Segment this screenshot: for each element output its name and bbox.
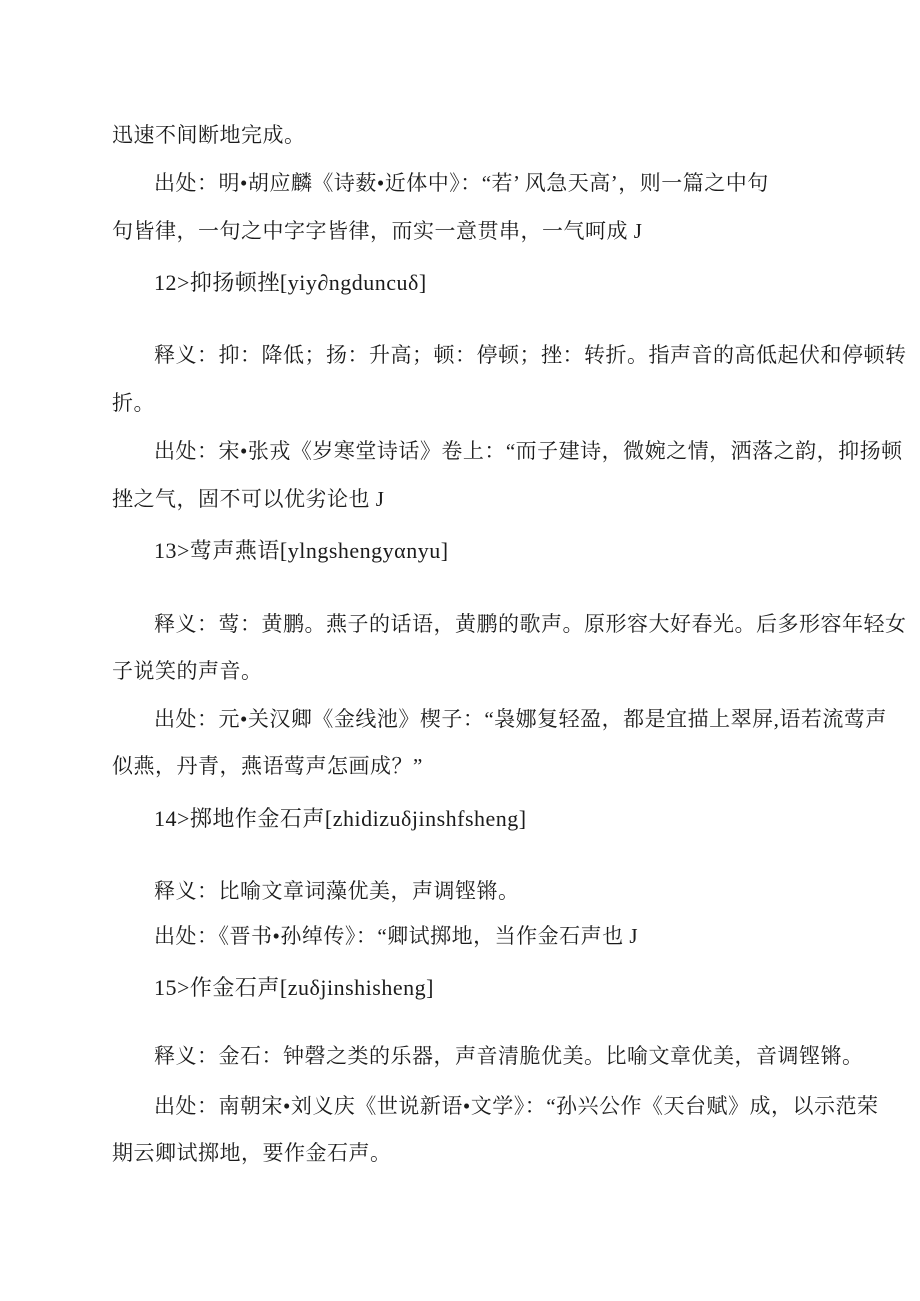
entry14-heading: 14>掷地作金石声[zhidizuδjinshfsheng]	[154, 806, 527, 831]
entry15-heading: 15>作金石声[zuδjinshisheng]	[154, 975, 434, 1000]
entry13-definition-line2: 子说笑的声音。	[112, 659, 263, 683]
entry12-definition-line1: 释义：抑：降低；扬：升高；顿：停顿；挫：转折。指声音的高低起伏和停顿转	[154, 343, 907, 367]
entry12-source-line1: 出处：宋•张戎《岁寒堂诗话》卷上：“而子建诗，微婉之情，洒落之韵，抑扬顿	[154, 439, 903, 463]
entry14-source-line1: 出处：《晋书•孙绰传》：“卿试掷地，当作金石声也 J	[154, 924, 639, 948]
entry12-source-line2: 挫之气，固不可以优劣论也 J	[112, 487, 385, 511]
entry15-source-line1: 出处：南朝宋•刘义庆《世说新语•文学》：“孙兴公作《天台赋》成，以示范荣	[154, 1094, 879, 1118]
prev-entry-source-line1: 出处：明•胡应麟《诗薮•近体中》：“若’ 风急天高’，则一篇之中句	[154, 171, 769, 195]
entry13-source-line1: 出处：元•关汉卿《金线池》楔子：“袅娜复轻盈，都是宜描上翠屏,语若流莺声	[154, 707, 887, 731]
entry13-definition-line1: 释义：莺：黄鹏。燕子的话语，黄鹏的歌声。原形容大好春光。后多形容年轻女	[154, 612, 907, 636]
entry13-heading: 13>莺声燕语[ylngshengyαnyu]	[154, 538, 449, 563]
prev-entry-definition-end: 迅速不间断地完成。	[112, 123, 306, 147]
entry15-source-line2: 期云卿试掷地，要作金石声。	[112, 1141, 392, 1165]
entry14-definition-line1: 释义：比喻文章词藻优美，声调铿锵。	[154, 879, 520, 903]
prev-entry-source-line2: 句皆律，一句之中字字皆律，而实一意贯串，一气呵成 J	[112, 219, 643, 243]
entry15-definition-line1: 释义：金石：钟磬之类的乐器，声音清脆优美。比喻文章优美，音调铿锵。	[154, 1044, 864, 1068]
entry12-heading: 12>抑扬顿挫[yiy∂ngduncuδ]	[154, 270, 427, 295]
entry13-source-line2: 似燕，丹青，燕语莺声怎画成？”	[112, 754, 423, 778]
entry12-definition-line2: 折。	[112, 391, 155, 415]
